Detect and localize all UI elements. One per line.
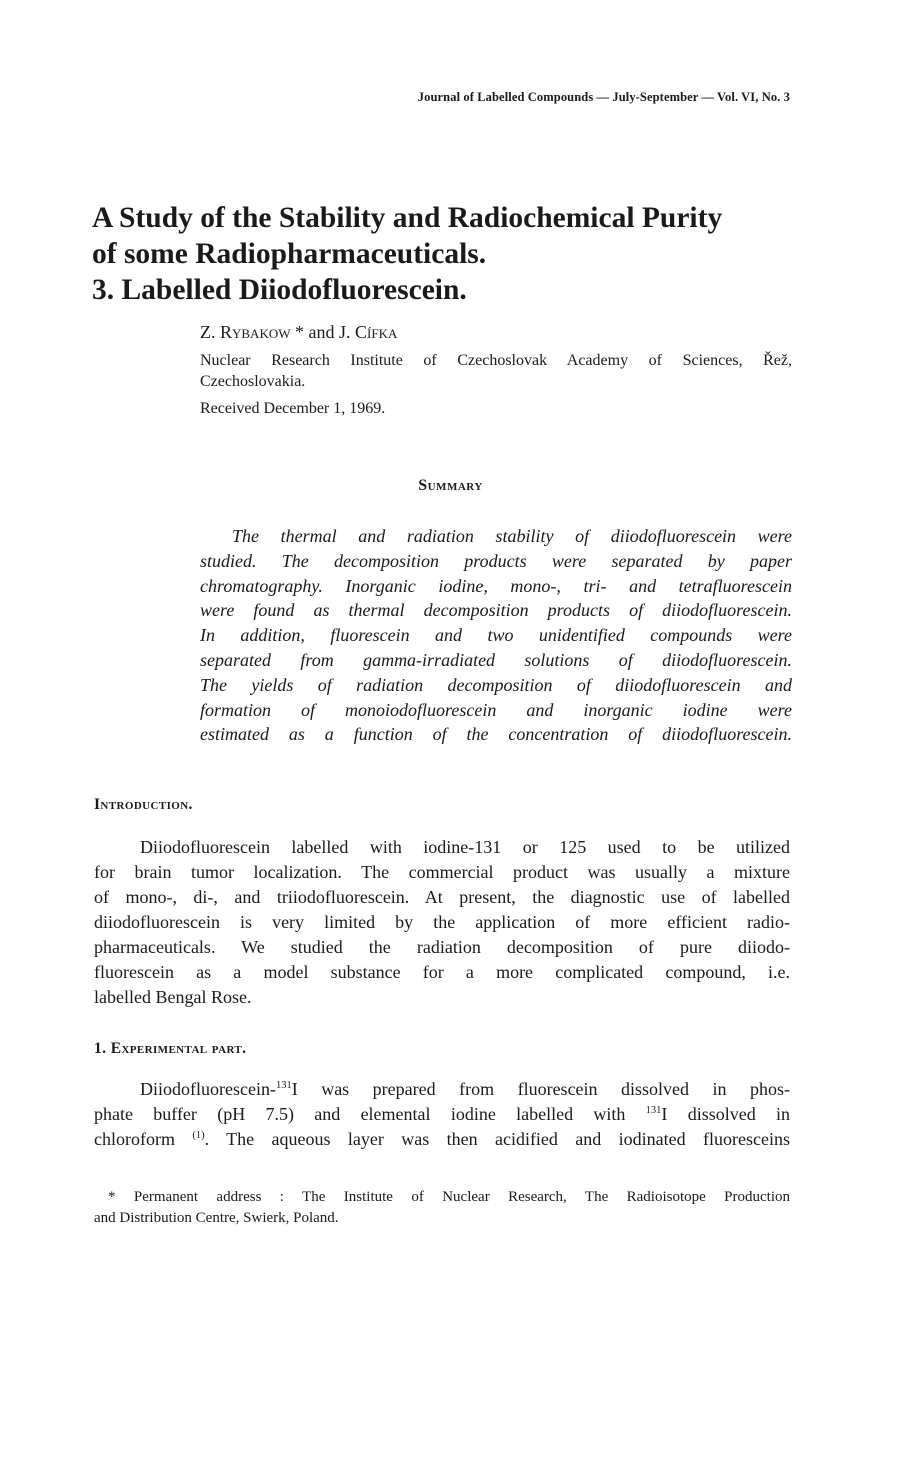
article-meta [200, 320, 792, 419]
summary-line: were found as thermal decomposition products of diiodofluorescein. [200, 600, 792, 621]
title-line-2: of some Radiopharmaceuticals. [92, 238, 487, 270]
summary-line: The yields of radiation decomposition of diiodofluorescein and [200, 674, 792, 695]
affiliation-line-1: Nuclear Research Institute of Czechoslovak Academy of Sciences, Řež, [200, 352, 792, 369]
text-run: I was prepared from fluorescein dissolved in phos- [291, 1079, 790, 1099]
footnote-line-1: * Permanent address : The Institute of Nuclear Research, The Radioisotope Production [108, 1189, 790, 1205]
experimental-paragraph [94, 1077, 790, 1152]
text-run: I dissolved in [661, 1104, 791, 1124]
reference-superscript: (1) [192, 1130, 205, 1141]
summary-line: estimated as a function of the concentration of diiodofluorescein. [200, 724, 792, 745]
received-date: Received December 1, 1969. [200, 400, 386, 417]
summary-line: The thermal and radiation stability of diiodofluorescein were [232, 526, 792, 546]
body-line: fluorescein as a model substance for a more complicated compound, i.e. [94, 962, 790, 982]
author-2: J. Cífka [339, 322, 398, 342]
body-line [94, 1102, 790, 1127]
body-line [94, 1127, 790, 1152]
experimental-heading: 1. Experimental part. [94, 1040, 247, 1057]
footnote [94, 1187, 790, 1229]
body-line: labelled Bengal Rose. [94, 987, 252, 1007]
summary-line: In addition, fluorescein and two unidentified compounds were [200, 625, 792, 646]
author-1-footnote-mark: * [290, 322, 304, 342]
affiliation-line-2: Czechoslovakia. [200, 373, 306, 390]
summary-line: studied. The decomposition products were separated by paper [200, 550, 792, 571]
running-head: Journal of Labelled Compounds — July-September — Vol. VI, No. 3 [417, 90, 790, 104]
title-line-3: 3. Labelled Diiodofluorescein. [92, 274, 467, 306]
body-line: diiodofluorescein is very limited by the application of more efficient radio- [94, 912, 790, 932]
isotope-superscript: 131 [645, 1105, 662, 1116]
summary-line: formation of monoiodofluorescein and inorganic iodine were [200, 699, 792, 720]
summary-line: separated from gamma-irradiated solutions of diiodofluorescein. [200, 649, 792, 670]
summary-line: chromatography. Inorganic iodine, mono-, tri- and tetrafluorescein [200, 575, 792, 596]
isotope-superscript: 131 [275, 1080, 292, 1091]
text-run: . The aqueous layer was then acidified and iodinated fluoresceins [204, 1129, 790, 1149]
body-line: pharmaceuticals. We studied the radiation decomposition of pure diiodo- [94, 937, 790, 957]
introduction-paragraph [94, 835, 790, 1010]
footnote-line-2: and Distribution Centre, Swierk, Poland. [94, 1210, 339, 1226]
author-connector: and [304, 322, 339, 342]
body-line: for brain tumor localization. The commercial product was usually a mixture [94, 862, 790, 882]
title-line-1: A Study of the Stability and Radiochemical Purity [92, 202, 723, 234]
body-line: Diiodofluorescein labelled with iodine-131 or 125 used to be utilized [140, 837, 790, 857]
author-1: Z. Rybakow [200, 322, 291, 342]
body-line [94, 1077, 790, 1102]
affiliation [200, 350, 792, 392]
text-run: Diiodofluorescein- [140, 1079, 276, 1099]
introduction-heading: Introduction. [94, 796, 193, 813]
article-title [92, 200, 812, 308]
summary-text [200, 524, 792, 747]
summary-heading: Summary [418, 477, 483, 494]
author-line [200, 320, 792, 344]
text-run: phate buffer (pH 7.5) and elemental iodine labelled with [94, 1104, 646, 1124]
text-run: chloroform [94, 1129, 193, 1149]
body-line: of mono-, di-, and triiodofluorescein. At present, the diagnostic use of labelled [94, 887, 790, 907]
